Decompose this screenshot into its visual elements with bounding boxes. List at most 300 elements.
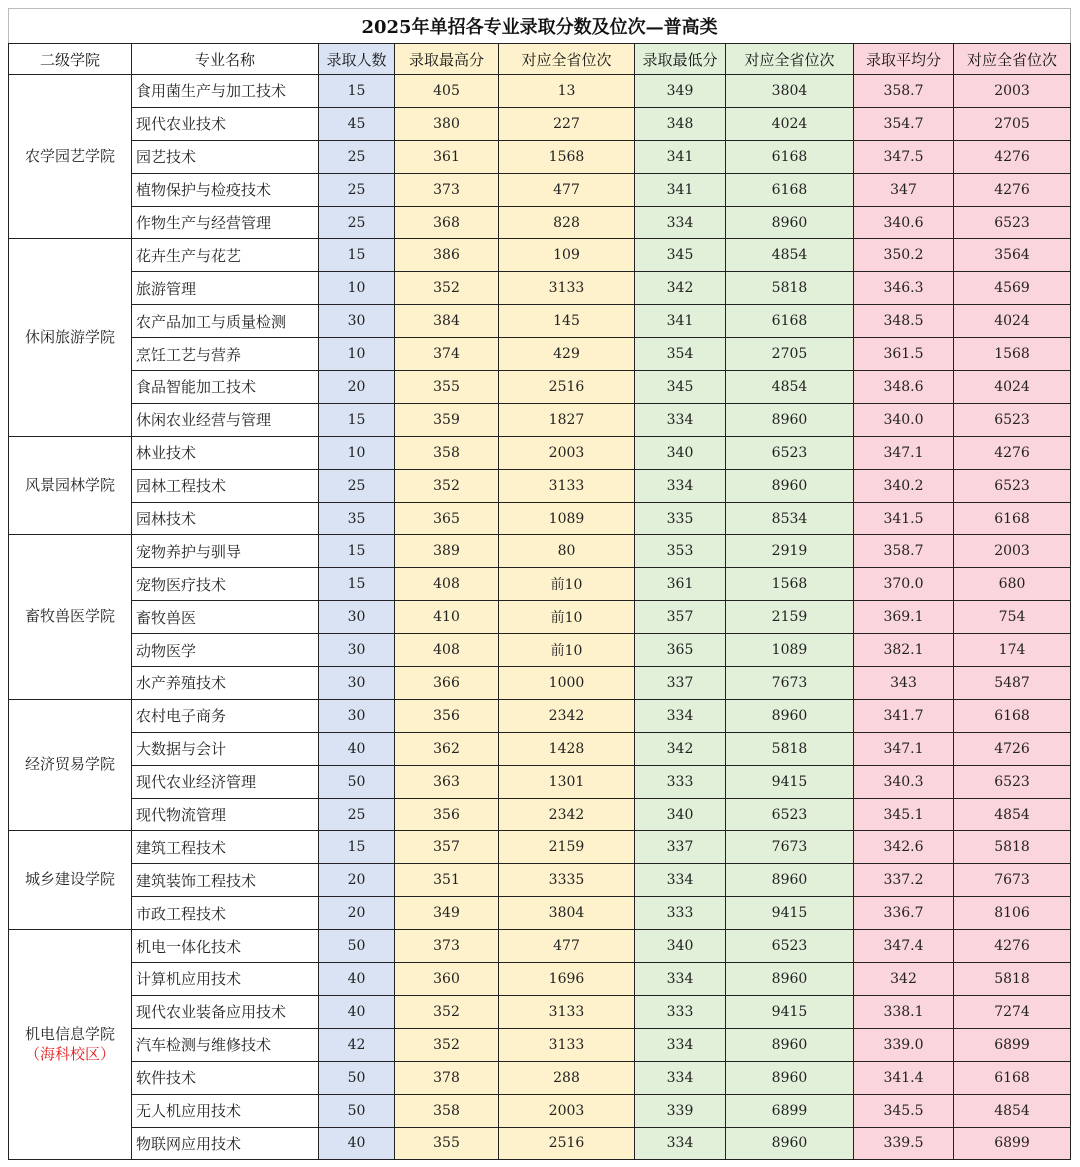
avg-score-cell: 341.5 — [854, 502, 954, 535]
major-name-cell: 软件技术 — [132, 1061, 319, 1094]
major-name-cell: 市政工程技术 — [132, 897, 319, 930]
avg-rank-cell: 174 — [954, 634, 1071, 667]
avg-score-cell: 348.5 — [854, 305, 954, 338]
table-row — [9, 963, 1071, 996]
max-rank-cell: 1696 — [499, 963, 635, 996]
table-row — [9, 436, 1071, 469]
max-rank-cell: 3804 — [499, 897, 635, 930]
table-row — [9, 864, 1071, 897]
min-rank-cell: 5818 — [726, 732, 854, 765]
headcount-cell: 10 — [319, 272, 395, 305]
table-body — [9, 75, 1071, 1160]
major-name-cell: 旅游管理 — [132, 272, 319, 305]
major-name-cell: 林业技术 — [132, 436, 319, 469]
max-score-cell: 358 — [395, 436, 499, 469]
college-cell — [9, 239, 132, 436]
major-name-cell: 宠物医疗技术 — [132, 568, 319, 601]
avg-rank-cell: 680 — [954, 568, 1071, 601]
min-score-cell: 341 — [635, 140, 726, 173]
avg-score-cell: 370.0 — [854, 568, 954, 601]
headcount-cell: 45 — [319, 107, 395, 140]
min-rank-cell: 9415 — [726, 765, 854, 798]
min-rank-cell: 4854 — [726, 371, 854, 404]
headcount-cell: 15 — [319, 831, 395, 864]
avg-rank-cell: 6899 — [954, 1127, 1071, 1160]
min-rank-cell: 9415 — [726, 995, 854, 1028]
max-rank-cell: 1428 — [499, 732, 635, 765]
max-rank-cell: 828 — [499, 206, 635, 239]
avg-score-cell: 342 — [854, 963, 954, 996]
avg-rank-cell: 2003 — [954, 535, 1071, 568]
avg-rank-cell: 5818 — [954, 831, 1071, 864]
max-rank-cell: 2342 — [499, 798, 635, 831]
min-score-cell: 334 — [635, 469, 726, 502]
max-rank-cell: 2159 — [499, 831, 635, 864]
avg-score-cell: 347 — [854, 173, 954, 206]
table-title: 2025年单招各专业录取分数及位次—普高类 — [9, 9, 1071, 44]
avg-rank-cell: 3564 — [954, 239, 1071, 272]
major-name-cell: 植物保护与检疫技术 — [132, 173, 319, 206]
headcount-cell: 35 — [319, 502, 395, 535]
headcount-cell: 50 — [319, 930, 395, 963]
headcount-cell: 20 — [319, 371, 395, 404]
avg-score-cell: 336.7 — [854, 897, 954, 930]
major-name-cell: 物联网应用技术 — [132, 1127, 319, 1160]
avg-score-cell: 358.7 — [854, 75, 954, 108]
avg-score-cell: 350.2 — [854, 239, 954, 272]
headcount-cell: 30 — [319, 634, 395, 667]
major-name-cell: 农产品加工与质量检测 — [132, 305, 319, 338]
max-rank-cell: 1301 — [499, 765, 635, 798]
major-name-cell: 园林工程技术 — [132, 469, 319, 502]
min-rank-cell: 2919 — [726, 535, 854, 568]
min-score-cell: 340 — [635, 436, 726, 469]
max-score-cell: 410 — [395, 601, 499, 634]
min-score-cell: 345 — [635, 371, 726, 404]
min-score-cell: 334 — [635, 963, 726, 996]
avg-rank-cell: 5487 — [954, 667, 1071, 700]
table-row — [9, 272, 1071, 305]
table-row — [9, 1127, 1071, 1160]
min-rank-cell: 9415 — [726, 897, 854, 930]
table-row — [9, 732, 1071, 765]
headcount-cell: 15 — [319, 568, 395, 601]
max-score-cell: 363 — [395, 765, 499, 798]
avg-score-cell: 348.6 — [854, 371, 954, 404]
max-score-cell: 361 — [395, 140, 499, 173]
max-score-cell: 389 — [395, 535, 499, 568]
min-score-cell: 342 — [635, 272, 726, 305]
avg-rank-cell: 1568 — [954, 338, 1071, 371]
avg-rank-cell: 4276 — [954, 436, 1071, 469]
major-name-cell: 作物生产与经营管理 — [132, 206, 319, 239]
max-score-cell: 366 — [395, 667, 499, 700]
min-score-cell: 361 — [635, 568, 726, 601]
min-score-cell: 339 — [635, 1094, 726, 1127]
table-row — [9, 305, 1071, 338]
min-score-cell: 334 — [635, 1127, 726, 1160]
min-score-cell: 342 — [635, 732, 726, 765]
headcount-cell: 10 — [319, 338, 395, 371]
max-rank-cell: 1089 — [499, 502, 635, 535]
table-row — [9, 338, 1071, 371]
header-max-score: 录取最高分 — [395, 44, 499, 75]
avg-rank-cell: 5818 — [954, 963, 1071, 996]
min-score-cell: 340 — [635, 798, 726, 831]
min-score-cell: 348 — [635, 107, 726, 140]
table-row — [9, 1028, 1071, 1061]
major-name-cell: 农村电子商务 — [132, 699, 319, 732]
max-rank-cell: 145 — [499, 305, 635, 338]
max-score-cell: 368 — [395, 206, 499, 239]
min-score-cell: 334 — [635, 1061, 726, 1094]
max-score-cell: 362 — [395, 732, 499, 765]
max-rank-cell: 2516 — [499, 371, 635, 404]
min-score-cell: 334 — [635, 403, 726, 436]
college-name: 经济贸易学院 — [24, 756, 115, 774]
major-name-cell: 烹饪工艺与营养 — [132, 338, 319, 371]
major-name-cell: 休闲农业经营与管理 — [132, 403, 319, 436]
max-score-cell: 359 — [395, 403, 499, 436]
college-name: 休闲旅游学院 — [24, 328, 115, 346]
table-row — [9, 798, 1071, 831]
min-rank-cell: 2705 — [726, 338, 854, 371]
min-score-cell: 341 — [635, 305, 726, 338]
major-name-cell: 宠物养护与驯导 — [132, 535, 319, 568]
admission-table-container — [8, 8, 1070, 1160]
avg-score-cell: 345.5 — [854, 1094, 954, 1127]
min-score-cell: 353 — [635, 535, 726, 568]
table-row — [9, 601, 1071, 634]
max-rank-cell: 前10 — [499, 601, 635, 634]
min-rank-cell: 7673 — [726, 831, 854, 864]
major-name-cell: 建筑装饰工程技术 — [132, 864, 319, 897]
major-name-cell: 现代农业经济管理 — [132, 765, 319, 798]
headcount-cell: 10 — [319, 436, 395, 469]
avg-rank-cell: 6168 — [954, 1061, 1071, 1094]
avg-score-cell: 382.1 — [854, 634, 954, 667]
major-name-cell: 大数据与会计 — [132, 732, 319, 765]
headcount-cell: 30 — [319, 305, 395, 338]
avg-score-cell: 347.4 — [854, 930, 954, 963]
avg-rank-cell: 4854 — [954, 798, 1071, 831]
avg-rank-cell: 4276 — [954, 930, 1071, 963]
max-rank-cell: 3335 — [499, 864, 635, 897]
avg-score-cell: 347.1 — [854, 732, 954, 765]
min-rank-cell: 6523 — [726, 436, 854, 469]
min-rank-cell: 6168 — [726, 140, 854, 173]
major-name-cell: 计算机应用技术 — [132, 963, 319, 996]
avg-rank-cell: 4276 — [954, 173, 1071, 206]
avg-rank-cell: 2705 — [954, 107, 1071, 140]
avg-score-cell: 343 — [854, 667, 954, 700]
min-rank-cell: 8960 — [726, 206, 854, 239]
avg-score-cell: 340.0 — [854, 403, 954, 436]
min-score-cell: 354 — [635, 338, 726, 371]
avg-rank-cell: 4726 — [954, 732, 1071, 765]
max-score-cell: 352 — [395, 272, 499, 305]
min-rank-cell: 8960 — [726, 1028, 854, 1061]
max-rank-cell: 13 — [499, 75, 635, 108]
max-score-cell: 365 — [395, 502, 499, 535]
header-avg-rank: 对应全省位次 — [954, 44, 1071, 75]
major-name-cell: 建筑工程技术 — [132, 831, 319, 864]
avg-score-cell: 339.5 — [854, 1127, 954, 1160]
header-headcount: 录取人数 — [319, 44, 395, 75]
college-cell — [9, 535, 132, 699]
college-name: 机电信息学院 — [24, 1025, 115, 1043]
college-cell — [9, 75, 132, 239]
min-score-cell: 345 — [635, 239, 726, 272]
headcount-cell: 25 — [319, 173, 395, 206]
header-avg-score: 录取平均分 — [854, 44, 954, 75]
avg-rank-cell: 6899 — [954, 1028, 1071, 1061]
max-rank-cell: 477 — [499, 173, 635, 206]
max-rank-cell: 477 — [499, 930, 635, 963]
table-row — [9, 173, 1071, 206]
min-score-cell: 341 — [635, 173, 726, 206]
min-rank-cell: 6523 — [726, 798, 854, 831]
max-rank-cell: 1568 — [499, 140, 635, 173]
min-rank-cell: 5818 — [726, 272, 854, 305]
header-college: 二级学院 — [9, 44, 132, 75]
college-cell — [9, 930, 132, 1160]
min-score-cell: 337 — [635, 831, 726, 864]
min-score-cell: 333 — [635, 897, 726, 930]
major-name-cell: 园林技术 — [132, 502, 319, 535]
major-name-cell: 动物医学 — [132, 634, 319, 667]
table-row — [9, 107, 1071, 140]
min-rank-cell: 2159 — [726, 601, 854, 634]
avg-rank-cell: 6168 — [954, 699, 1071, 732]
header-max-rank: 对应全省位次 — [499, 44, 635, 75]
avg-rank-cell: 4569 — [954, 272, 1071, 305]
avg-rank-cell: 8106 — [954, 897, 1071, 930]
headcount-cell: 25 — [319, 206, 395, 239]
avg-rank-cell: 4024 — [954, 305, 1071, 338]
max-rank-cell: 3133 — [499, 272, 635, 305]
avg-rank-cell: 4854 — [954, 1094, 1071, 1127]
major-name-cell: 机电一体化技术 — [132, 930, 319, 963]
avg-score-cell: 340.2 — [854, 469, 954, 502]
min-score-cell: 349 — [635, 75, 726, 108]
max-score-cell: 356 — [395, 798, 499, 831]
table-row — [9, 831, 1071, 864]
min-score-cell: 357 — [635, 601, 726, 634]
major-name-cell: 食用菌生产与加工技术 — [132, 75, 319, 108]
max-score-cell: 351 — [395, 864, 499, 897]
headcount-cell: 40 — [319, 732, 395, 765]
min-rank-cell: 6168 — [726, 173, 854, 206]
table-row — [9, 765, 1071, 798]
headcount-cell: 15 — [319, 403, 395, 436]
admission-scores-table — [8, 8, 1071, 1160]
avg-score-cell: 361.5 — [854, 338, 954, 371]
max-score-cell: 352 — [395, 469, 499, 502]
table-row — [9, 930, 1071, 963]
max-score-cell: 356 — [395, 699, 499, 732]
headcount-cell: 20 — [319, 864, 395, 897]
avg-rank-cell: 6523 — [954, 469, 1071, 502]
campus-note: （海科校区） — [24, 1045, 115, 1063]
min-rank-cell: 6168 — [726, 305, 854, 338]
max-rank-cell: 109 — [499, 239, 635, 272]
college-cell — [9, 699, 132, 831]
avg-rank-cell: 6523 — [954, 765, 1071, 798]
avg-score-cell: 340.6 — [854, 206, 954, 239]
headcount-cell: 42 — [319, 1028, 395, 1061]
avg-score-cell: 347.1 — [854, 436, 954, 469]
max-score-cell: 355 — [395, 1127, 499, 1160]
min-score-cell: 333 — [635, 995, 726, 1028]
headcount-cell: 15 — [319, 535, 395, 568]
table-row — [9, 667, 1071, 700]
max-score-cell: 352 — [395, 1028, 499, 1061]
table-row — [9, 1094, 1071, 1127]
avg-score-cell: 346.3 — [854, 272, 954, 305]
min-rank-cell: 8534 — [726, 502, 854, 535]
college-name: 风景园林学院 — [24, 476, 115, 494]
max-rank-cell: 前10 — [499, 568, 635, 601]
table-row — [9, 239, 1071, 272]
min-rank-cell: 6523 — [726, 930, 854, 963]
major-name-cell: 食品智能加工技术 — [132, 371, 319, 404]
avg-score-cell: 354.7 — [854, 107, 954, 140]
avg-score-cell: 338.1 — [854, 995, 954, 1028]
min-rank-cell: 1089 — [726, 634, 854, 667]
min-rank-cell: 8960 — [726, 1127, 854, 1160]
min-rank-cell: 6899 — [726, 1094, 854, 1127]
college-cell — [9, 831, 132, 930]
max-score-cell: 408 — [395, 568, 499, 601]
max-score-cell: 373 — [395, 930, 499, 963]
headcount-cell: 25 — [319, 798, 395, 831]
major-name-cell: 水产养殖技术 — [132, 667, 319, 700]
max-rank-cell: 2342 — [499, 699, 635, 732]
avg-score-cell: 341.7 — [854, 699, 954, 732]
min-score-cell: 337 — [635, 667, 726, 700]
min-rank-cell: 8960 — [726, 699, 854, 732]
max-rank-cell: 3133 — [499, 1028, 635, 1061]
max-score-cell: 380 — [395, 107, 499, 140]
header-min-rank: 对应全省位次 — [726, 44, 854, 75]
table-row — [9, 995, 1071, 1028]
max-rank-cell: 227 — [499, 107, 635, 140]
min-rank-cell: 8960 — [726, 864, 854, 897]
max-rank-cell: 1000 — [499, 667, 635, 700]
major-name-cell: 现代农业技术 — [132, 107, 319, 140]
avg-rank-cell: 2003 — [954, 75, 1071, 108]
headcount-cell: 50 — [319, 1094, 395, 1127]
headcount-cell: 40 — [319, 1127, 395, 1160]
max-score-cell: 357 — [395, 831, 499, 864]
table-row — [9, 206, 1071, 239]
headcount-cell: 50 — [319, 1061, 395, 1094]
headcount-cell: 30 — [319, 601, 395, 634]
table-row — [9, 469, 1071, 502]
header-min-score: 录取最低分 — [635, 44, 726, 75]
headcount-cell: 50 — [319, 765, 395, 798]
major-name-cell: 无人机应用技术 — [132, 1094, 319, 1127]
avg-rank-cell: 6523 — [954, 206, 1071, 239]
min-score-cell: 334 — [635, 699, 726, 732]
avg-rank-cell: 7673 — [954, 864, 1071, 897]
avg-rank-cell: 4276 — [954, 140, 1071, 173]
min-score-cell: 340 — [635, 930, 726, 963]
avg-score-cell: 337.2 — [854, 864, 954, 897]
avg-rank-cell: 6523 — [954, 403, 1071, 436]
min-score-cell: 334 — [635, 1028, 726, 1061]
major-name-cell: 汽车检测与维修技术 — [132, 1028, 319, 1061]
table-row — [9, 502, 1071, 535]
college-cell — [9, 436, 132, 535]
max-score-cell: 358 — [395, 1094, 499, 1127]
avg-rank-cell: 7274 — [954, 995, 1071, 1028]
headcount-cell: 25 — [319, 469, 395, 502]
header-major: 专业名称 — [132, 44, 319, 75]
table-row — [9, 403, 1071, 436]
major-name-cell: 花卉生产与花艺 — [132, 239, 319, 272]
table-row — [9, 1061, 1071, 1094]
avg-rank-cell: 6168 — [954, 502, 1071, 535]
min-score-cell: 335 — [635, 502, 726, 535]
max-score-cell: 349 — [395, 897, 499, 930]
major-name-cell: 畜牧兽医 — [132, 601, 319, 634]
avg-score-cell: 341.4 — [854, 1061, 954, 1094]
table-row — [9, 371, 1071, 404]
table-row — [9, 568, 1071, 601]
max-rank-cell: 2516 — [499, 1127, 635, 1160]
major-name-cell: 园艺技术 — [132, 140, 319, 173]
max-rank-cell: 3133 — [499, 995, 635, 1028]
max-score-cell: 405 — [395, 75, 499, 108]
avg-score-cell: 369.1 — [854, 601, 954, 634]
min-rank-cell: 8960 — [726, 1061, 854, 1094]
max-score-cell: 408 — [395, 634, 499, 667]
min-score-cell: 334 — [635, 864, 726, 897]
table-row — [9, 140, 1071, 173]
table-row — [9, 897, 1071, 930]
avg-score-cell: 342.6 — [854, 831, 954, 864]
headcount-cell: 20 — [319, 897, 395, 930]
college-name: 畜牧兽医学院 — [24, 608, 115, 626]
headcount-cell: 15 — [319, 239, 395, 272]
header-row — [9, 44, 1071, 75]
min-rank-cell: 3804 — [726, 75, 854, 108]
avg-score-cell: 347.5 — [854, 140, 954, 173]
min-rank-cell: 7673 — [726, 667, 854, 700]
table-row — [9, 634, 1071, 667]
min-score-cell: 334 — [635, 206, 726, 239]
table-row — [9, 699, 1071, 732]
max-rank-cell: 3133 — [499, 469, 635, 502]
min-rank-cell: 8960 — [726, 403, 854, 436]
min-rank-cell: 4854 — [726, 239, 854, 272]
table-row — [9, 535, 1071, 568]
college-name: 农学园艺学院 — [24, 147, 115, 165]
college-name: 城乡建设学院 — [24, 871, 115, 889]
max-score-cell: 374 — [395, 338, 499, 371]
max-rank-cell: 288 — [499, 1061, 635, 1094]
max-score-cell: 355 — [395, 371, 499, 404]
max-rank-cell: 1827 — [499, 403, 635, 436]
min-score-cell: 333 — [635, 765, 726, 798]
headcount-cell: 15 — [319, 75, 395, 108]
max-rank-cell: 429 — [499, 338, 635, 371]
avg-rank-cell: 754 — [954, 601, 1071, 634]
min-rank-cell: 4024 — [726, 107, 854, 140]
max-rank-cell: 2003 — [499, 436, 635, 469]
